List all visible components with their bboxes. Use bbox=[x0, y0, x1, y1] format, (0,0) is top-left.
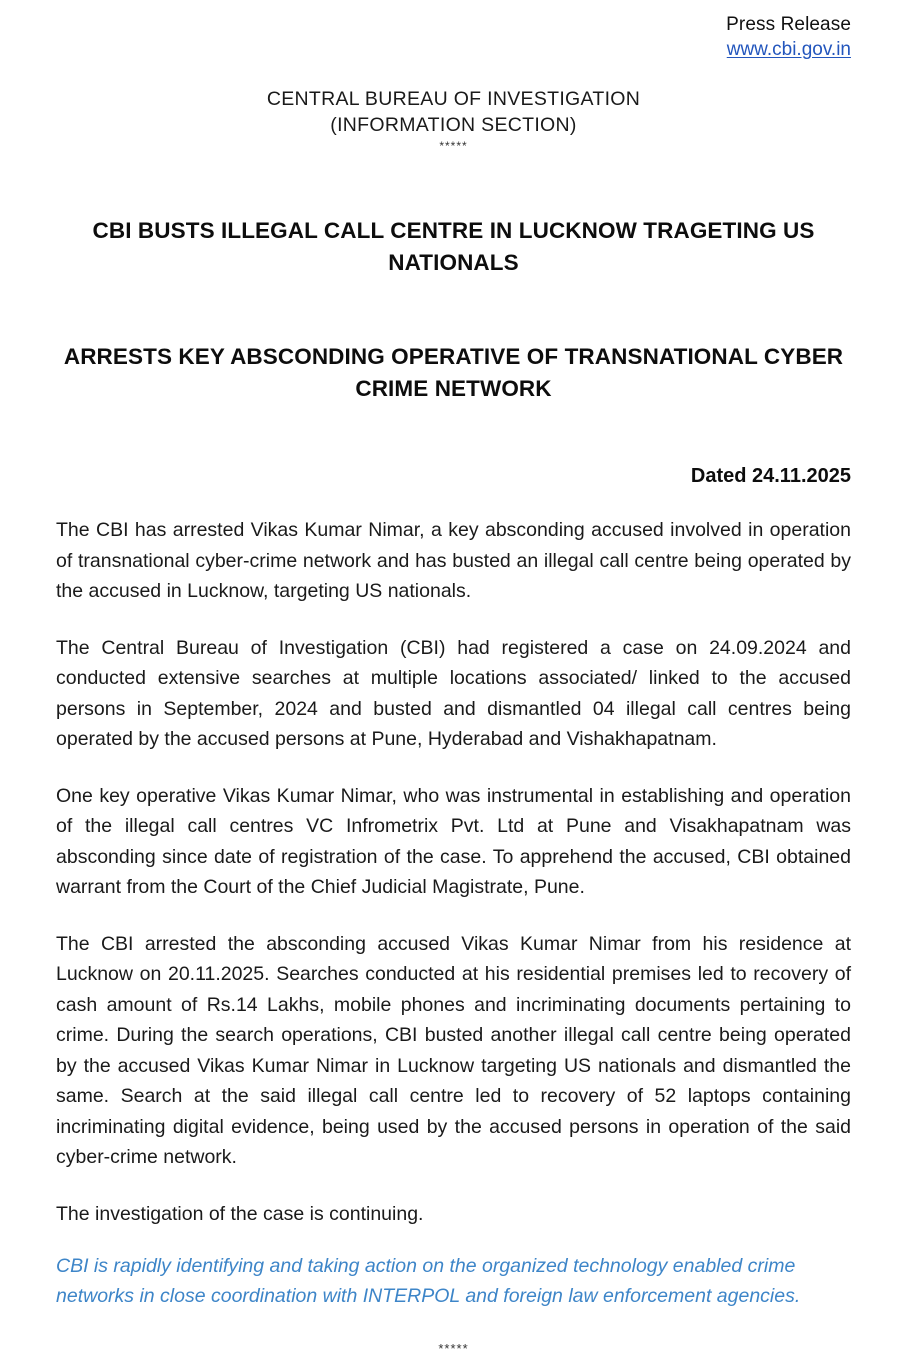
body-paragraph-1: The CBI has arrested Vikas Kumar Nimar, a key absconding accused involved in operation of transnational cyber-crime network and has busted an illegal call centre being operated by the accused in Lucknow, targeting US nationals. bbox=[56, 519, 851, 602]
organisation-section: (INFORMATION SECTION) bbox=[330, 114, 577, 136]
header-star-separator: ***** bbox=[439, 139, 468, 153]
footer-star-separator: ***** bbox=[438, 1341, 469, 1356]
press-release-label: Press Release bbox=[726, 14, 851, 35]
headline-secondary: ARRESTS KEY ABSCONDING OPERATIVE OF TRANSNATIONAL CYBER CRIME NETWORK bbox=[63, 344, 844, 401]
body-paragraph-5: The investigation of the case is continuing. bbox=[56, 1202, 424, 1225]
headline-primary: CBI BUSTS ILLEGAL CALL CENTRE IN LUCKNOW TRAGETING US NATIONALS bbox=[92, 218, 815, 275]
body-paragraph-4: The CBI arrested the absconding accused Vikas Kumar Nimar from his residence at Lucknow on 20.11.2025. Searches conducted at his residential premises led to recovery of cash amount of Rs.14 Lakhs, mobile phones and incriminating documents pertaining to crime. During the search operations, CBI busted another illegal call centre being operated by the accused Vikas Kumar Nimar in Lucknow targeting US nationals and dismantled the same. Search at the said illegal call centre led to recovery of 52 laptops containing incriminating digital evidence, being used by the accused persons in operation of the said cyber-crime network. bbox=[56, 932, 851, 1168]
masthead bbox=[56, 0, 851, 62]
date-line: Dated 24.11.2025 bbox=[690, 465, 851, 487]
body-copy bbox=[56, 515, 851, 1229]
organisation-name: CENTRAL BUREAU OF INVESTIGATION bbox=[266, 88, 641, 110]
body-paragraph-2: The Central Bureau of Investigation (CBI) had registered a case on 24.09.2024 and conducted extensive searches at multiple locations associated/ linked to the accused persons in September, 2024 and busted and dismantled 04 illegal call centres being operated by the accused persons at Pune, Hyderabad and Vishakhapatnam. bbox=[56, 636, 851, 750]
organisation-block bbox=[56, 86, 851, 153]
body-paragraph-3: One key operative Vikas Kumar Nimar, who was instrumental in establishing and operation of the illegal call centres VC Infrometrix Pvt. Ltd at Pune and Visakhapatnam was absconding since date of registration of the case. To apprehend the accused, CBI obtained warrant from the Court of the Chief Judicial Magistrate, Pune. bbox=[56, 784, 851, 898]
closing-note: CBI is rapidly identifying and taking action on the organized technology enabled crime networks in close coordination with INTERPOL and foreign law enforcement agencies. bbox=[56, 1255, 801, 1307]
cbi-website-link[interactable]: www.cbi.gov.in bbox=[726, 39, 851, 60]
